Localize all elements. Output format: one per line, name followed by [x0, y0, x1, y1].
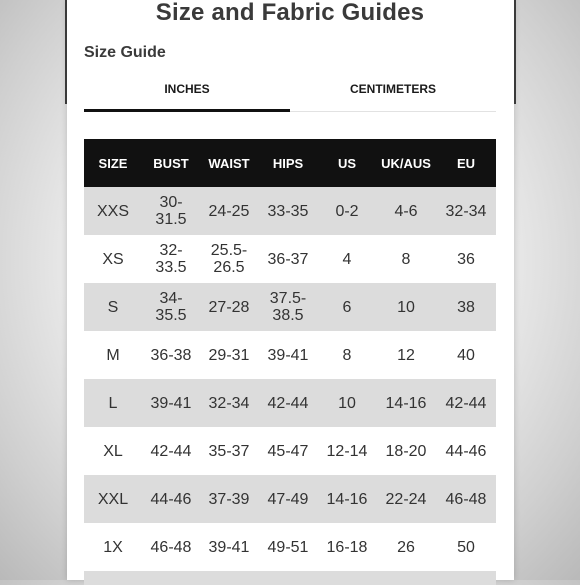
- cell-empty: [200, 571, 258, 585]
- table-row: [84, 475, 496, 523]
- table-header-row: [84, 139, 496, 187]
- cell-uk-aus: 12: [376, 331, 436, 379]
- size-table: [84, 139, 496, 585]
- cell-size: L: [84, 379, 142, 427]
- table-row: [84, 427, 496, 475]
- cell-eu: 40: [436, 331, 496, 379]
- cell-size: XS: [84, 235, 142, 283]
- table-row: [84, 235, 496, 283]
- cell-eu: 36: [436, 235, 496, 283]
- table-row: [84, 523, 496, 571]
- cell-uk-aus: 22-24: [376, 475, 436, 523]
- cell-us: 14-16: [318, 475, 376, 523]
- header-eu: EU: [436, 139, 496, 187]
- cell-uk-aus: 14-16: [376, 379, 436, 427]
- cell-hips: 39-41: [258, 331, 318, 379]
- cell-waist: 24-25: [200, 187, 258, 235]
- cell-bust: 42-44: [142, 427, 200, 475]
- active-tab-indicator: [84, 109, 290, 112]
- cell-uk-aus: 18-20: [376, 427, 436, 475]
- cell-uk-aus: 8: [376, 235, 436, 283]
- cell-uk-aus: 10: [376, 283, 436, 331]
- cell-empty: [376, 571, 436, 585]
- cell-hips: 47-49: [258, 475, 318, 523]
- cell-us: 6: [318, 283, 376, 331]
- table-row: [84, 331, 496, 379]
- cell-uk-aus: 26: [376, 523, 436, 571]
- cell-empty: [142, 571, 200, 585]
- cell-bust: 34- 35.5: [142, 283, 200, 331]
- cell-empty: [318, 571, 376, 585]
- table-row: [84, 187, 496, 235]
- cell-eu: 50: [436, 523, 496, 571]
- tab-inches[interactable]: INCHES: [164, 82, 210, 96]
- cell-size: M: [84, 331, 142, 379]
- header-uk-aus: UK/AUS: [376, 139, 436, 187]
- cell-size: 1X: [84, 523, 142, 571]
- cell-waist: 27-28: [200, 283, 258, 331]
- cell-hips: 45-47: [258, 427, 318, 475]
- cell-size: S: [84, 283, 142, 331]
- cell-bust: 46-48: [142, 523, 200, 571]
- cell-waist: 37-39: [200, 475, 258, 523]
- table-row: [84, 283, 496, 331]
- cell-waist: 35-37: [200, 427, 258, 475]
- cell-empty: [258, 571, 318, 585]
- cell-waist: 32-34: [200, 379, 258, 427]
- header-size: SIZE: [84, 139, 142, 187]
- header-bust: BUST: [142, 139, 200, 187]
- cell-bust: 44-46: [142, 475, 200, 523]
- cell-us: 8: [318, 331, 376, 379]
- table-row-partial: [84, 571, 496, 585]
- cell-waist: 29-31: [200, 331, 258, 379]
- cell-waist: 39-41: [200, 523, 258, 571]
- cell-us: 10: [318, 379, 376, 427]
- cell-hips: 33-35: [258, 187, 318, 235]
- cell-hips: 42-44: [258, 379, 318, 427]
- cell-size: XXL: [84, 475, 142, 523]
- cell-empty: [436, 571, 496, 585]
- table-row: [84, 379, 496, 427]
- cell-bust: 36-38: [142, 331, 200, 379]
- cell-eu: 42-44: [436, 379, 496, 427]
- cell-us: 0-2: [318, 187, 376, 235]
- cell-size: XXS: [84, 187, 142, 235]
- header-hips: HIPS: [258, 139, 318, 187]
- cell-eu: 46-48: [436, 475, 496, 523]
- cell-empty: [84, 571, 142, 585]
- header-us: US: [318, 139, 376, 187]
- cell-eu: 32-34: [436, 187, 496, 235]
- cell-eu: 38: [436, 283, 496, 331]
- section-title: Size Guide: [84, 44, 166, 61]
- page-title: Size and Fabric Guides: [155, 0, 425, 26]
- cell-waist: 25.5- 26.5: [200, 235, 258, 283]
- cell-us: 4: [318, 235, 376, 283]
- cell-hips: 37.5- 38.5: [258, 283, 318, 331]
- cell-bust: 39-41: [142, 379, 200, 427]
- cell-uk-aus: 4-6: [376, 187, 436, 235]
- cell-bust: 32- 33.5: [142, 235, 200, 283]
- cell-eu: 44-46: [436, 427, 496, 475]
- cell-size: XL: [84, 427, 142, 475]
- cell-hips: 49-51: [258, 523, 318, 571]
- cell-us: 12-14: [318, 427, 376, 475]
- unit-tabs: [84, 74, 496, 112]
- tab-centimeters[interactable]: CENTIMETERS: [349, 82, 436, 96]
- cell-hips: 36-37: [258, 235, 318, 283]
- header-waist: WAIST: [200, 139, 258, 187]
- cell-us: 16-18: [318, 523, 376, 571]
- tab-divider: [290, 111, 496, 112]
- cell-bust: 30- 31.5: [142, 187, 200, 235]
